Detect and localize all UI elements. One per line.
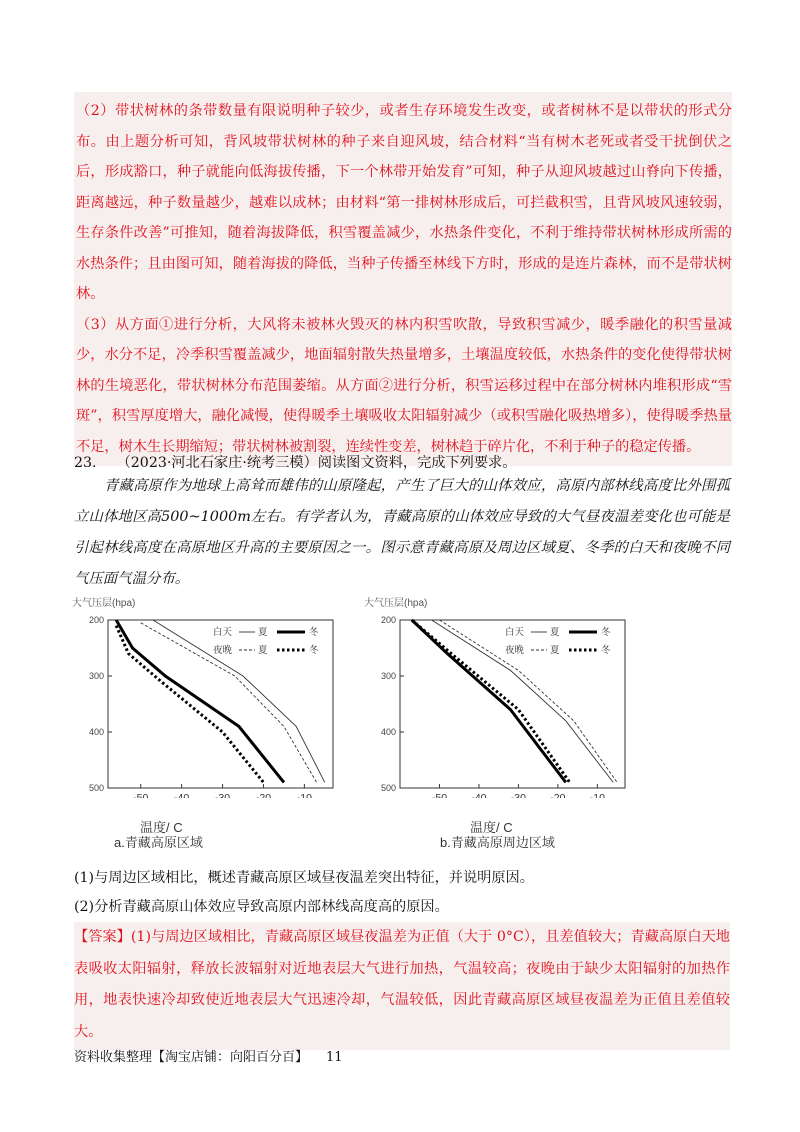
chart-b-xtick-label: -50 [431, 792, 448, 798]
chart-b-legend-winter: 冬 [601, 627, 611, 638]
chart-a-ytick-label: 500 [88, 783, 104, 793]
answer-block-previous [74, 92, 732, 466]
chart-b-legend-day: 白天 [505, 627, 525, 638]
chart-b-ytick-label: 400 [380, 727, 396, 737]
chart-b-ytick-label: 200 [380, 615, 396, 625]
footer-text: 资料收集整理【淘宝店铺：向阳百分百】 [74, 1050, 309, 1065]
chart-a-series-4 [116, 626, 263, 783]
chart-a-legend-night: 夜晚 [213, 645, 233, 656]
chart-a-xlabel: 温度/ C [140, 820, 183, 835]
chart-b-series-3 [412, 620, 566, 782]
chart-a-caption: a.青藏高原区域 [114, 835, 203, 850]
chart-b-legend-night: 夜晚 [505, 645, 525, 656]
chart-b-xlabel: 温度/ C [470, 820, 513, 835]
chart-a-legend-day: 白天 [213, 627, 233, 638]
chart-b-ytick-label: 300 [380, 671, 396, 681]
answer-text: (1)与周边区域相比，青藏高原区域昼夜温差为正值（大于 0°C），且差值较大；青藏高原白天地表吸收太阳辐射，释放长波辐射对近地表层大气进行加热，气温较高；夜晚由于缺少太阳辐射的加热作用，地表快速冷却致使近地表层大气迅速冷却，气温较低，因此青藏高原区域昼夜温差为正值且差值较大。 [74, 929, 730, 1040]
chart-b-legend-summer: 夏 [550, 627, 560, 638]
page-number: 11 [326, 1050, 343, 1065]
answer-paragraph-3: （3）从方面①进行分析，大风将未被林火毁灭的林内积雪吹散，导致积雪减少，暖季融化的积雪量减少，水分不足，冷季积雪覆盖减少，地面辐射散失热量增多，土壤温度较低，水热条件的变化使得带状树林的生境恶化，带状树林分布范围萎缩。从方面②进行分析，积雪运移过程中在部分树林内堆积形成“雪斑”，积雪厚度增大，融化减慢，使得暖季土壤吸收太阳辐射减少（或积雪融化吸热增多），使得暖季热量不足，树木生长期缩短；带状树林被割裂，连续性变差，树林趋于碎片化，不利于种子的稳定传播。 [76, 316, 732, 455]
chart-a-xtick-label: -40 [174, 792, 190, 798]
sub-question-1: (1)与周边区域相比，概述青藏高原区域昼夜温差突出特征，并说明原因。 [74, 870, 534, 886]
chart-a-xtick-label: -30 [214, 792, 231, 798]
sub-question-2: (2)分析青藏高原山体效应导致高原内部林线高度高的原因。 [74, 899, 449, 915]
chart-b-xtick-label: -40 [471, 792, 487, 798]
chart-a-legend-winter: 冬 [309, 627, 319, 638]
chart-a-xtick-label: -10 [296, 792, 312, 798]
chart-b-caption: b.青藏高原周边区域 [440, 835, 555, 850]
chart-b-ytick-label: 500 [380, 783, 396, 793]
chart-b-legend-winter-2: 冬 [601, 645, 611, 656]
page-footer [74, 1046, 343, 1065]
chart-a-legend-summer: 夏 [258, 627, 268, 638]
chart-a-ytick-label: 400 [88, 727, 104, 737]
chart-b-legend-summer-2: 夏 [550, 645, 560, 656]
chart-b-ylabel: 大气压层(hpa) [364, 598, 428, 609]
question-number: 23. [74, 455, 97, 471]
question-passage: 青藏高原作为地球上高耸而雄伟的山原隆起，产生了巨大的山体效应，高原内部林线高度比外围孤立山体地区高500~1000m左右。有学者认为，青藏高原的山体效应导致的大气昼夜温差变化也可能是引起林线高度在高原地区升高的主要原因之一。图示意青藏高原及周边区域夏、冬季的白天和夜晚不同气压面气温分布。 [74, 478, 730, 587]
chart-b-series-2 [440, 620, 618, 782]
chart-a-ytick-label: 200 [88, 615, 104, 625]
chart-a-xtick-label: -50 [133, 792, 149, 798]
chart-b-xtick-label: -20 [550, 792, 566, 798]
chart-a-series-1 [153, 620, 325, 782]
chart-a-ylabel: 大气压层(hpa) [72, 598, 136, 609]
chart-a-ytick-label: 300 [88, 671, 104, 681]
question-source: （2023·河北石家庄·统考三模）阅读图文资料，完成下列要求。 [116, 455, 517, 471]
answer-block-current [74, 922, 730, 1050]
chart-b-xtick-label: -10 [589, 792, 605, 798]
chart-a-legend-winter-2: 冬 [309, 645, 319, 656]
chart-b-svg [360, 590, 660, 798]
chart-a-xtick-label: -20 [255, 792, 272, 798]
answer-paragraph-2: （2）带状树林的条带数量有限说明种子较少，或者生存环境发生改变，或者树林不是以带状的形式分布。由上题分析可知，背风坡带状树林的种子来自迎风坡，结合材料“当有树木老死或者受干扰倒伏之后，形成豁口，种子就能向低海拔传播，下一个林带开始发育”可知，种子从迎风坡越过山脊向下传播，距离越远，种子数量越少，越难以成林；由材料“第一排树林形成后，可拦截积雪，且背风坡风速较弱，生存条件改善”可推知，随着海拔降低，积雪覆盖减少，水热条件变化，不利于维持带状树林形成所需的水热条件；且由图可知，随着海拔的降低，当种子传播至林线下方时，形成的是连片森林，而不是带状树林。 [76, 103, 732, 302]
answer-tag: 【答案】 [74, 929, 131, 945]
chart-b-xtick-label: -30 [510, 792, 527, 798]
chart-a [68, 590, 368, 802]
chart-b [360, 590, 660, 802]
chart-a-legend-summer-2: 夏 [258, 645, 268, 656]
chart-a-svg [68, 590, 368, 798]
